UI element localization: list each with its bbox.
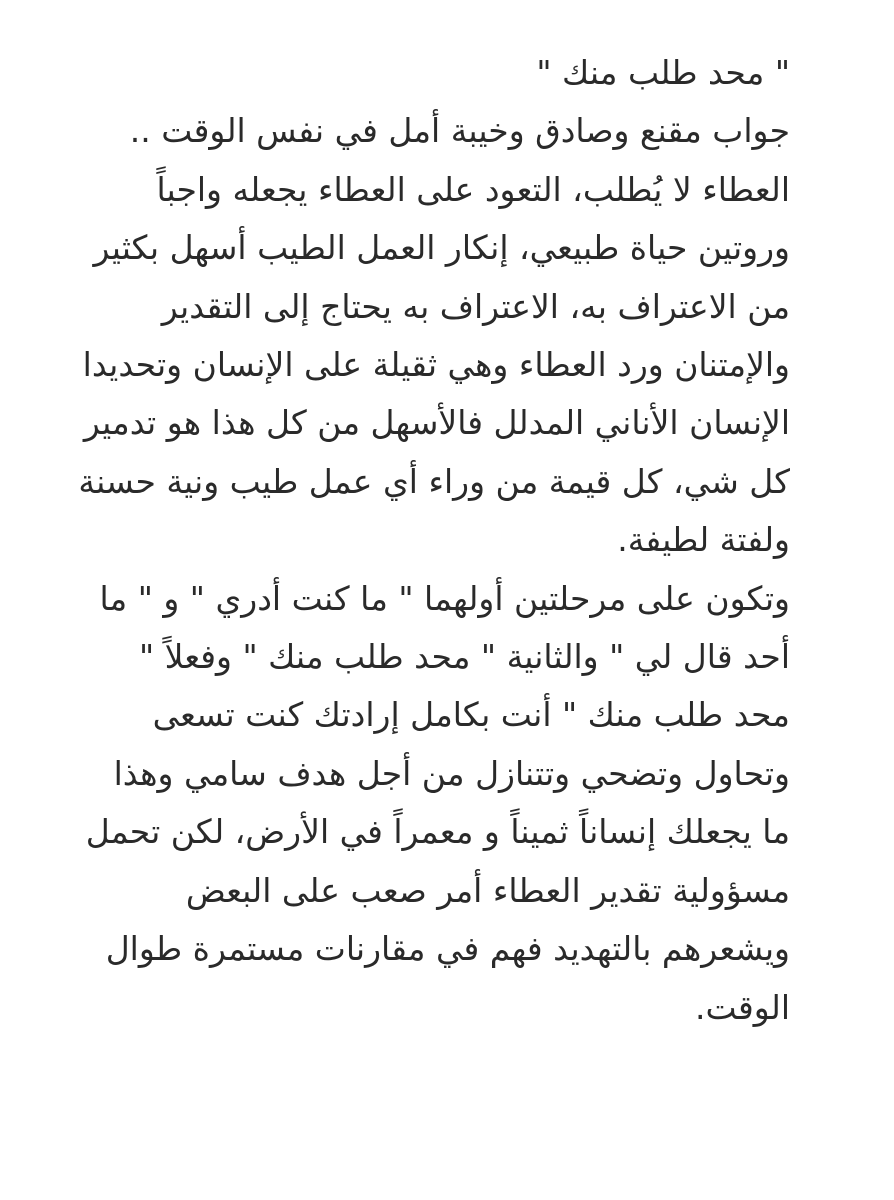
text-line: والإمتنان ورد العطاء وهي ثقيلة على الإنسان وتحديدا [82, 345, 790, 385]
text-line: ولفتة لطيفة. [617, 520, 790, 560]
text-line: أحد قال لي " والثانية " محد طلب منك " وفعلاً " [138, 637, 790, 677]
text-line: الوقت. [695, 987, 790, 1027]
text-line-title: " محد طلب منك " [536, 53, 790, 92]
text-line: محد طلب منك " أنت بكامل إرادتك كنت تسعى [152, 695, 790, 735]
text-line: من الاعتراف به، الاعتراف به يحتاج إلى التقدير [161, 286, 790, 326]
text-line: مسؤولية تقدير العطاء أمر صعب على البعض [185, 870, 790, 910]
arabic-text-body [70, 44, 790, 1037]
text-line: كل شي، كل قيمة من وراء أي عمل طيب ونية حسنة [78, 461, 790, 501]
text-line: وتحاول وتضحي وتتنازل من أجل هدف سامي وهذا [113, 753, 790, 793]
text-line: وروتين حياة طبيعي، إنكار العمل الطيب أسهل بكثير [93, 228, 790, 268]
text-line: جواب مقنع وصادق وخيبة أمل في نفس الوقت .. [129, 111, 790, 151]
text-line: ويشعرهم بالتهديد فهم في مقارنات مستمرة طوال [105, 929, 790, 969]
text-line: ما يجعلك إنساناً ثميناً و معمراً في الأرض، لكن تحمل [85, 812, 790, 852]
text-line: العطاء لا يُطلب، التعود على العطاء يجعله واجباً [156, 169, 790, 209]
text-line: وتكون على مرحلتين أولهما " ما كنت أدري " و " ما [99, 578, 790, 618]
text-line: الإنسان الأناني المدلل فالأسهل من كل هذا هو تدمير [83, 403, 790, 443]
